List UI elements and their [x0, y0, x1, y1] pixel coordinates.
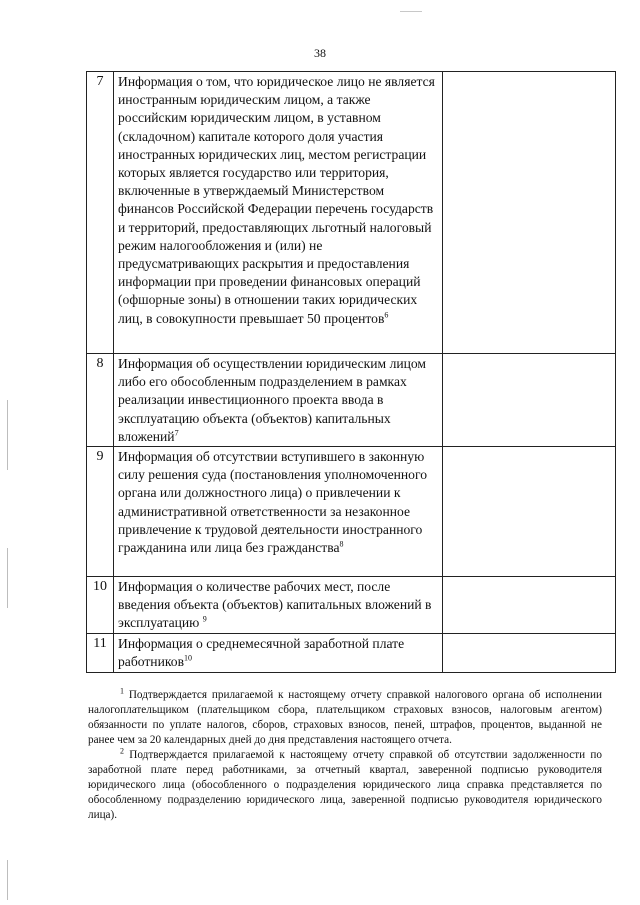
- row-description: [114, 354, 443, 447]
- row-number: 11: [87, 633, 114, 672]
- row-text: Информация о среднемесячной заработной плате работников: [118, 635, 405, 669]
- row-number: 7: [87, 72, 114, 354]
- row-text: Информация о количестве рабочих мест, после введения объекта (объектов) капитальных вложений в эксплуатацию: [118, 579, 432, 631]
- table-row: [87, 447, 616, 577]
- row-number: 9: [87, 447, 114, 577]
- table-row: [87, 354, 616, 447]
- footnote-mark: 1: [120, 686, 124, 696]
- footnote-text: Подтверждается прилагаемой к настоящему отчету справкой об отсутствии задолженности по заработной плате перед работниками, за отчетный квартал, заверенной подписью руководителя юридического лица (обособленного о подразделения юридического лица справка представляется по обособленному подразделению юридического лица, заверенной подписью руководителя юридического лица).: [88, 749, 602, 821]
- scan-artifact: [7, 548, 8, 608]
- value-cell: [443, 354, 616, 447]
- row-number: 8: [87, 354, 114, 447]
- row-description: [114, 633, 443, 672]
- requirements-table: [86, 71, 616, 673]
- row-number: 10: [87, 577, 114, 634]
- scan-artifact: [7, 400, 8, 470]
- footnote-ref: 7: [174, 428, 179, 438]
- footnote-ref: 10: [183, 653, 192, 663]
- footnote-text: Подтверждается прилагаемой к настоящему отчету справкой налогового органа об исполнении налогоплательщиком (плательщиком сбора, плательщиком страховых взносов, налоговым агентом) обязанности по уплате налогов, сборов, страховых взносов, пеней, штрафов, процентов, выданной не ранее чем за 20 календарных дней до дня представления настоящего отчета.: [88, 689, 602, 746]
- row-text: Информация о том, что юридическое лицо не является иностранным юридическим лицом, а также российским юридическим лицом, в уставном (складочном) капитале которого доля участия иностранных юридических лиц, местом регистрации которых является государство или территория, включенные в утверждаемый Министерством финансов Российской Федерации перечень государств и территорий, предоставляющих льготный налоговый режим налогообложения и (или) не предусматривающих раскрытия и предоставления информации при проведении финансовых операций (офшорные зоны) в отношении таких юридических лиц, в совокупности превышает 50 процентов: [118, 74, 435, 326]
- table-row: [87, 633, 616, 672]
- footnote-ref: 9: [202, 614, 207, 624]
- row-description: [114, 577, 443, 634]
- row-text: Информация об отсутствии вступившего в законную силу решения суда (постановления уполномоченного органа или должностного лица) о привлечении к административной ответственности за незаконное привлечение к трудовой деятельности иностранного гражданина или лица без гражданства: [118, 449, 427, 556]
- value-cell: [443, 633, 616, 672]
- row-description: [114, 72, 443, 354]
- footnotes: [88, 688, 602, 823]
- table-row: [87, 72, 616, 354]
- footnote-ref: 8: [339, 539, 344, 549]
- scan-artifact: [400, 11, 422, 12]
- footnote-ref: 6: [384, 310, 389, 320]
- footnote: [88, 688, 602, 748]
- scan-artifact: [7, 860, 8, 900]
- value-cell: [443, 577, 616, 634]
- footnote-mark: 2: [120, 746, 124, 756]
- footnote: [88, 748, 602, 823]
- page-number: 38: [314, 46, 326, 60]
- table-row: [87, 577, 616, 634]
- row-text: Информация об осуществлении юридическим лицом либо его обособленным подразделением в рамках реализации инвестиционного проекта ввода в эксплуатацию объекта (объектов) капитальных вложений: [118, 356, 427, 444]
- row-description: [114, 447, 443, 577]
- value-cell: [443, 72, 616, 354]
- value-cell: [443, 447, 616, 577]
